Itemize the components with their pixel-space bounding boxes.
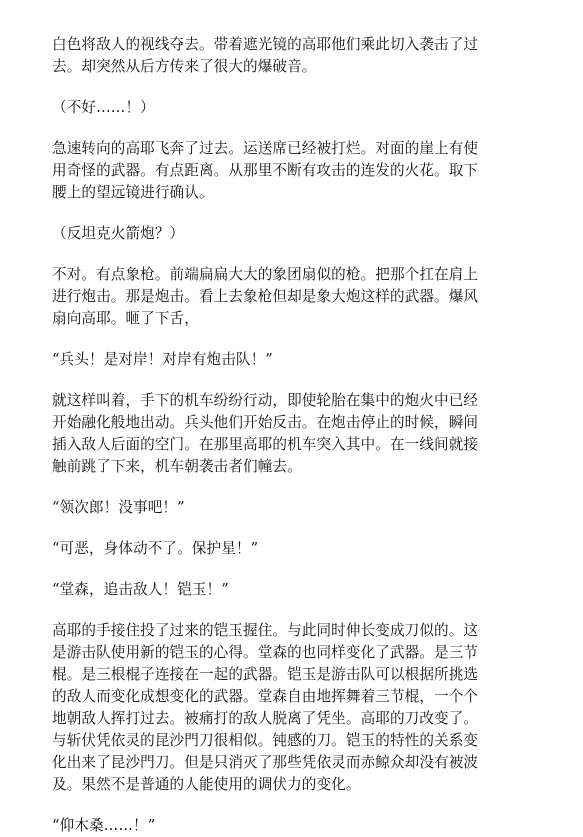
paragraph [52,620,531,796]
text-line: 就这样叫着，手下的机车纷纷行动，即使轮胎在集中的炮火中已经 [52,392,479,409]
text-line: 化出来了昆沙門刀。但是只消灭了那些凭依灵而赤鲸众却没有被波 [52,754,479,771]
paragraph [52,390,531,478]
paragraph [52,97,531,119]
text-line: 不对。有点象枪。前端扁扁大大的象团扇似的枪。把那个扛在肩上 [52,266,479,283]
text-line: 地朝敌人挥打过去。被痛打的敌人脱离了凭坐。高耶的刀改变了。 [52,710,479,727]
text-line: 是游击队使用新的铠玉的心得。堂森的也同样变化了武器。是三节 [52,644,479,661]
paragraph [52,138,531,204]
paragraph [52,815,531,837]
text-line: “堂森，追击敌人！铠玉！” [52,581,229,598]
text-line: “领次郎！没事吧！” [52,499,185,516]
text-line: （反坦克火箭炮？） [52,225,185,242]
paragraph [52,264,531,330]
text-line: （不好……！） [52,99,155,116]
text-line: 开始融化般地出动。兵头他们开始反击。在炮击停止的时候，瞬间 [52,414,479,431]
text-line: 用奇怪的武器。有点距离。从那里不断有攻击的连发的火花。取下 [52,162,479,179]
text-line: 与斩伏凭依灵的昆沙門刀很相似。钝感的刀。铠玉的特性的关系变 [52,732,479,749]
text-line: 高耶的手接住投了过来的铠玉握住。与此同时伸长变成刀似的。这 [52,622,479,639]
paragraph [52,223,531,245]
paragraph [52,579,531,601]
text-line: 棍。是三根棍子连接在一起的武器。铠玉是游击队可以根据所挑选 [52,666,479,683]
paragraph [52,34,531,78]
text-line: 腰上的望远镜进行确认。 [52,184,214,201]
text-line: 的敌人而变化成想变化的武器。堂森自由地挥舞着三节棍，一个个 [52,688,479,705]
text-line: 扇向高耶。咂了下舌， [52,310,199,327]
text-line: 去。却突然从后方传来了很大的爆破音。 [52,58,317,75]
text-line: “可恶，身体动不了。保护星！” [52,540,259,557]
text-line: 触前跳了下来，机车朝袭击者们幢去。 [52,458,302,475]
paragraph [52,349,531,371]
text-line: 插入敌人后面的空门。在那里高耶的机车突入其中。在一线间就接 [52,436,479,453]
text-line: “仰木桑……！” [52,817,156,834]
text-line: 及。果然不是普通的人能使用的调伏力的变化。 [52,776,361,793]
text-line: “兵头！是对岸！对岸有炮击队！” [52,351,273,368]
paragraph [52,497,531,519]
text-line: 急速转向的高耶飞奔了过去。运送席已经被打烂。对面的崖上有使 [52,140,479,157]
text-line: 白色将敌人的视线夺去。带着遮光镜的高耶他们乘此切入袭击了过 [52,36,479,53]
paragraph [52,538,531,560]
text-line: 进行炮击。那是炮击。看上去象枪但却是象大炮这样的武器。爆风 [52,288,479,305]
